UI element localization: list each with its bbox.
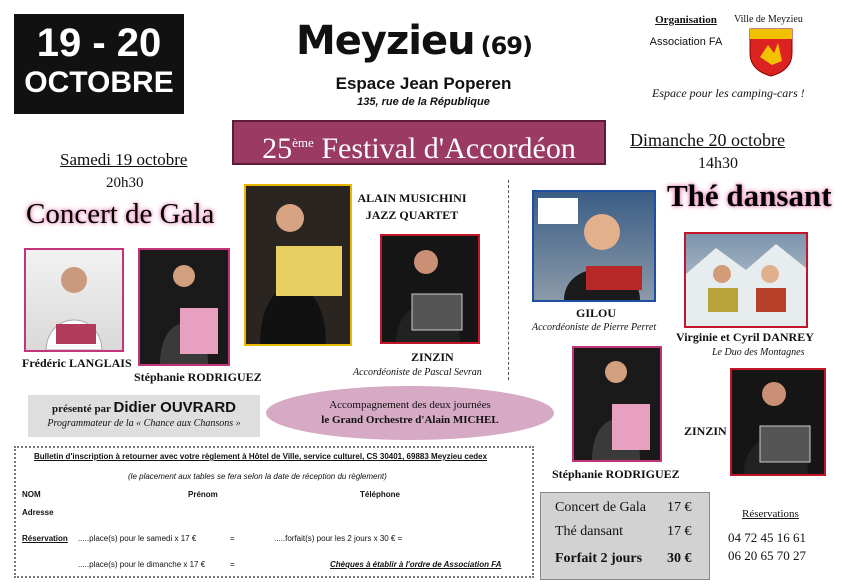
form-samedi-line[interactable]: .....place(s) pour le samedi x 17 €	[78, 534, 197, 543]
form-cheques: Chèques à établir à l'ordre de Association FA	[330, 560, 502, 569]
festival-ordinal: ème	[292, 135, 314, 150]
form-dimanche-equals: =	[230, 560, 235, 569]
price-table	[540, 492, 710, 580]
form-prenom-label[interactable]: Prénom	[188, 490, 218, 499]
photo-musichini	[244, 184, 352, 346]
form-adresse-label[interactable]: Adresse	[22, 508, 54, 517]
venue-address: 135, rue de la République	[357, 96, 490, 108]
form-note: (le placement aux tables se fera selon la date de réception du règlement)	[128, 472, 387, 481]
zinzin-sun-name: ZINZIN	[684, 424, 727, 438]
presenter-box	[28, 395, 260, 437]
form-forfait-line[interactable]: .....forfait(s) pour les 2 jours x 30 € =	[274, 534, 403, 543]
zinzin-sat-sub: Accordéoniste de Pascal Sevran	[353, 367, 482, 378]
gilou-name: GILOU	[576, 306, 617, 320]
musichini-name: ALAIN MUSICHINI JAZZ QUARTET	[357, 191, 467, 222]
photo-zinzin-sat	[380, 234, 480, 344]
reservations-label: Réservations	[742, 508, 799, 520]
photo-danrey	[684, 232, 808, 328]
price-value-forfait: 30 €	[667, 551, 692, 566]
orchestra-line2: le Grand Orchestre d'Alain MICHEL	[321, 414, 499, 426]
dates-days: 19 - 20	[36, 21, 162, 65]
danrey-name: Virginie et Cyril DANREY	[676, 330, 814, 344]
form-dimanche-line[interactable]: .....place(s) pour le dimanche x 17 €	[78, 560, 206, 569]
registration-form	[14, 446, 534, 578]
price-label-forfait: Forfait 2 jours	[555, 551, 643, 566]
city-crest-icon	[748, 27, 794, 77]
city-name: Meyzieu	[296, 18, 475, 64]
sunday-time: 14h30	[698, 155, 738, 172]
photo-stephanie-sun	[572, 346, 662, 462]
reservations-phone2[interactable]: 06 20 65 70 27	[728, 548, 806, 563]
reservations-phone1[interactable]: 04 72 45 16 61	[728, 530, 806, 545]
department: (69)	[480, 32, 532, 60]
orchestra-line1: Accompagnement des deux journées	[329, 399, 491, 411]
photo-zinzin-sun	[730, 368, 826, 476]
price-value-gala: 17 €	[667, 500, 692, 515]
page-title	[296, 18, 532, 64]
organisation-name: Association FA	[649, 36, 723, 48]
festival-name: Festival d'Accordéon	[321, 132, 576, 165]
organisation-label: Organisation	[655, 14, 717, 26]
stephanie-sat-name: Stéphanie RODRIGUEZ	[134, 370, 262, 384]
stephanie-sun-name: Stéphanie RODRIGUEZ	[552, 467, 680, 481]
form-telephone-label[interactable]: Téléphone	[360, 490, 401, 499]
sunday-event: Thé dansant	[667, 178, 832, 213]
saturday-event: Concert de Gala	[26, 198, 215, 230]
zinzin-sat-name: ZINZIN	[411, 350, 454, 364]
gilou-sub: Accordéoniste de Pierre Perret	[532, 322, 657, 333]
photo-frederic	[24, 248, 124, 352]
form-nom-label[interactable]: NOM	[22, 490, 41, 499]
presenter-role: Programmateur de la « Chance aux Chansons »	[47, 418, 241, 429]
dates-block	[14, 14, 184, 114]
price-label-the: Thé dansant	[555, 524, 624, 539]
sunday-day: Dimanche 20 octobre	[630, 130, 785, 150]
form-reservation-label: Réservation	[22, 534, 68, 543]
price-value-the: 17 €	[667, 524, 692, 539]
column-divider	[508, 180, 509, 380]
saturday-day: Samedi 19 octobre	[60, 150, 188, 169]
photo-stephanie-sat	[138, 248, 230, 366]
price-label-gala: Concert de Gala	[555, 500, 646, 515]
form-heading: Bulletin d'inscription à retourner avec votre règlement à Hôtel de Ville, service culturel, CS 30401, 69883 Meyzieu cedex	[34, 452, 488, 461]
frederic-name: Frédéric LANGLAIS	[22, 356, 132, 370]
camping-notice: Espace pour les camping-cars !	[652, 86, 805, 100]
presenter-name: Didier OUVRARD	[113, 399, 237, 416]
presenter-prefix: présenté par	[51, 403, 111, 415]
venue-name: Espace Jean Poperen	[335, 74, 512, 93]
city-crest-label: Ville de Meyzieu	[734, 14, 803, 25]
dates-month: OCTOBRE	[24, 66, 174, 99]
festival-number: 25	[262, 132, 293, 165]
festival-banner	[232, 120, 606, 165]
orchestra-ellipse	[266, 386, 554, 440]
photo-gilou	[532, 190, 656, 302]
saturday-time: 20h30	[106, 175, 144, 191]
danrey-sub: Le Duo des Montagnes	[712, 347, 805, 358]
form-samedi-equals: =	[230, 534, 235, 543]
